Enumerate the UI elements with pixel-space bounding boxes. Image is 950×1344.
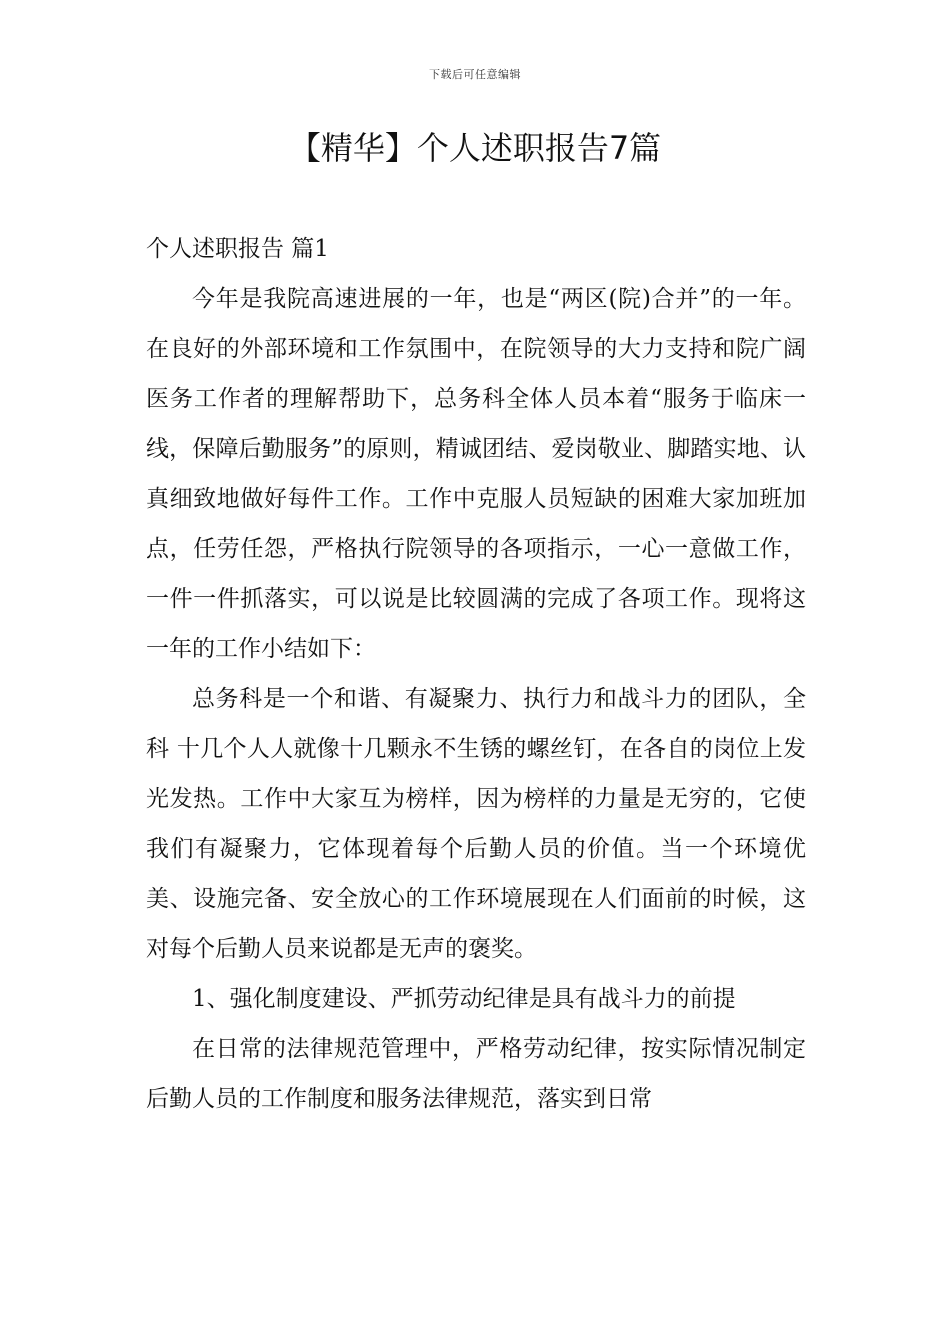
- document-title: 【精华】个人述职报告7篇: [288, 129, 662, 167]
- paragraph: 在日常的法律规范管理中，严格劳动纪律，按实际情况制定后勤人员的工作制度和服务法律规范，落实到日常: [146, 1036, 806, 1112]
- paragraph: 今年是我院高速进展的一年，也是“两区(院)合并”的一年。在良好的外部环境和工作氛围中，在院领导的大力支持和院广阔医务工作者的理解帮助下，总务科全体人员本着“服务于临床一线，保障后勤服务”的原则，精诚团结、爱岗敬业、脚踏实地、认真细致地做好每件工作。工作中克服人员短缺的困难大家加班加点，任劳任怨，严格执行院领导的各项指示，一心一意做工作，一件一件抓落实，可以说是比较圆满的完成了各项工作。现将这一年的工作小结如下：: [146, 286, 806, 662]
- document-body: [146, 224, 806, 1124]
- paragraph: 总务科是一个和谐、有凝聚力、执行力和战斗力的团队，全科 十几个人人就像十几颗永不生锈的螺丝钉，在各自的岗位上发光发热。工作中大家互为榜样，因为榜样的力量是无穷的，它使我们有凝聚力，它体现着每个后勤人员的价值。当一个环境优美、设施完备、安全放心的工作环境展现在人们面前的时候，这对每个后勤人员来说都是无声的褒奖。: [146, 686, 806, 962]
- section-heading: 个人述职报告 篇1: [146, 236, 329, 262]
- header-note: 下载后可任意编辑: [429, 68, 521, 81]
- subheading: 1、强化制度建设、严抓劳动纪律是具有战斗力的前提: [192, 986, 736, 1012]
